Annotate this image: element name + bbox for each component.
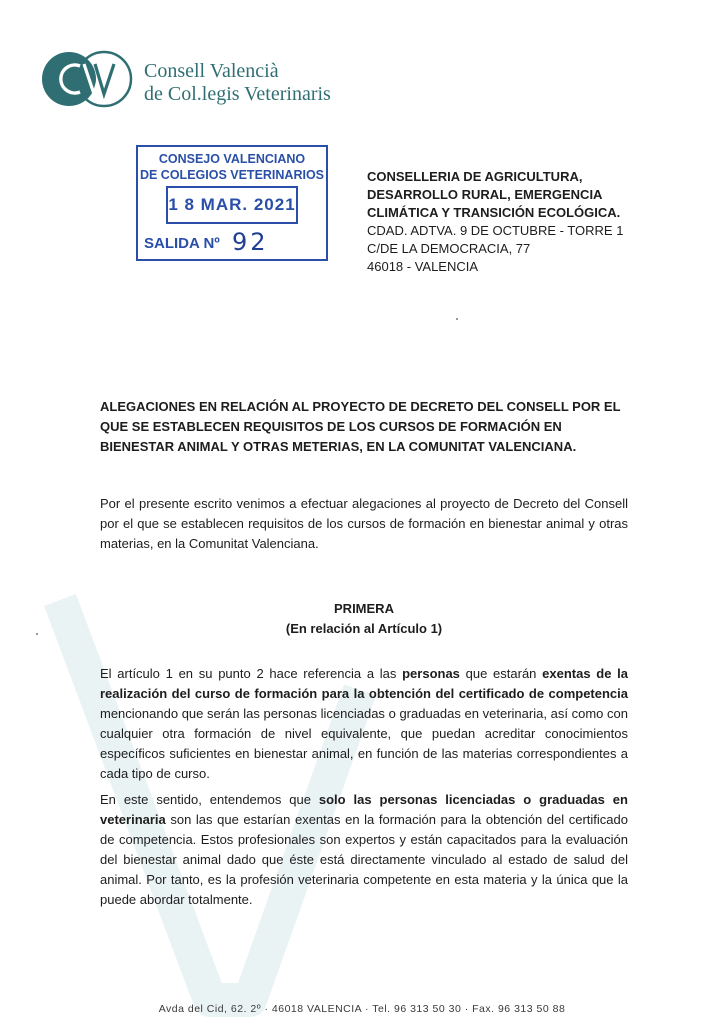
paragraph-1-bold: exentas de la realización del curso de formación para la obtención del certificado de competencia xyxy=(100,666,628,701)
paragraph-1-text: que estarán xyxy=(459,666,543,681)
addressee-line4: CDAD. ADTVA. 9 DE OCTUBRE - TORRE 1 xyxy=(367,223,624,238)
paragraph-1-text: mencionando que serán las personas licenciadas o graduadas en veterinaria, así como con cualquier otra formación de nivel equivalente, que puedan acreditar conocimientos específicos suficientes en bienestar animal, en función de las materias correspondientes a cada tipo de curso. xyxy=(100,706,628,781)
stamp-date: 1 8 MAR. 2021 xyxy=(166,186,298,224)
addressee-line2: DESARROLLO RURAL, EMERGENCIA xyxy=(367,187,603,202)
section-subheading: (En relación al Artículo 1) xyxy=(285,621,443,636)
letterhead-logo xyxy=(40,50,370,110)
intro-paragraph: Por el presente escrito venimos a efectuar alegaciones al proyecto de Decreto del Consell por el que se establecen requisitos de los cursos de formación en bienestar animal y otras materias, en la Comunitat Valenciana. xyxy=(100,496,628,551)
addressee-block xyxy=(367,168,623,276)
letterhead-name-line2: de Col.legis Veterinaris xyxy=(144,83,331,105)
stamp-out-label: SALIDA Nº xyxy=(144,235,220,252)
stamp-number: 92 xyxy=(232,228,269,256)
registry-stamp xyxy=(136,145,328,261)
letterhead-name-line1: Consell Valencià xyxy=(144,60,279,82)
addressee-line3: CLIMÁTICA Y TRANSICIÓN ECOLÓGICA. xyxy=(367,205,621,220)
document-title: ALEGACIONES EN RELACIÓN AL PROYECTO DE DECRETO DEL CONSELL POR EL QUE SE ESTABLECEN REQUISITOS DE LOS CURSOS DE FORMACIÓN EN BIENESTAR ANIMAL Y OTRAS METERIAS, EN LA COMUNITAT VALENCIANA. xyxy=(100,399,621,454)
section-header xyxy=(100,599,628,639)
addressee-line1: CONSELLERIA DE AGRICULTURA, xyxy=(367,169,583,184)
paragraph-2 xyxy=(100,790,628,910)
stamp-line2: DE COLEGIOS VETERINARIOS xyxy=(139,168,325,182)
paragraph-1 xyxy=(100,664,628,784)
stamp-line1: CONSEJO VALENCIANO xyxy=(158,152,306,166)
paragraph-1-bold: personas xyxy=(402,666,460,681)
scan-speck xyxy=(456,318,458,320)
scan-speck xyxy=(36,633,38,635)
cvv-monogram-icon xyxy=(40,50,134,108)
paragraph-2-text: En este sentido, entendemos que xyxy=(100,792,319,807)
footer-address: Avda del Cid, 62. 2º · 46018 VALENCIA · Tel. 96 313 50 30 · Fax. 96 313 50 88 xyxy=(158,1003,566,1015)
addressee-line5: C/DE LA DEMOCRACIA, 77 xyxy=(367,241,531,256)
paragraph-1-text: El artículo 1 en su punto 2 hace referencia a las xyxy=(100,666,403,681)
section-heading: PRIMERA xyxy=(334,601,394,616)
paragraph-2-text: son las que estarían exentas en la formación para la obtención del certificado de competencia. Estos profesionales son expertos y están capacitados para la evaluación del bienestar animal dado que éste está directamente vinculado al estado de salud del animal. Por tanto, es la profesión veterinaria competente en esta materia y la única que la puede abordar totalmente. xyxy=(100,812,628,907)
addressee-line6: 46018 - VALENCIA xyxy=(367,259,479,274)
paragraph-2-bold: solo las personas licenciadas o graduadas en veterinaria xyxy=(100,792,628,827)
